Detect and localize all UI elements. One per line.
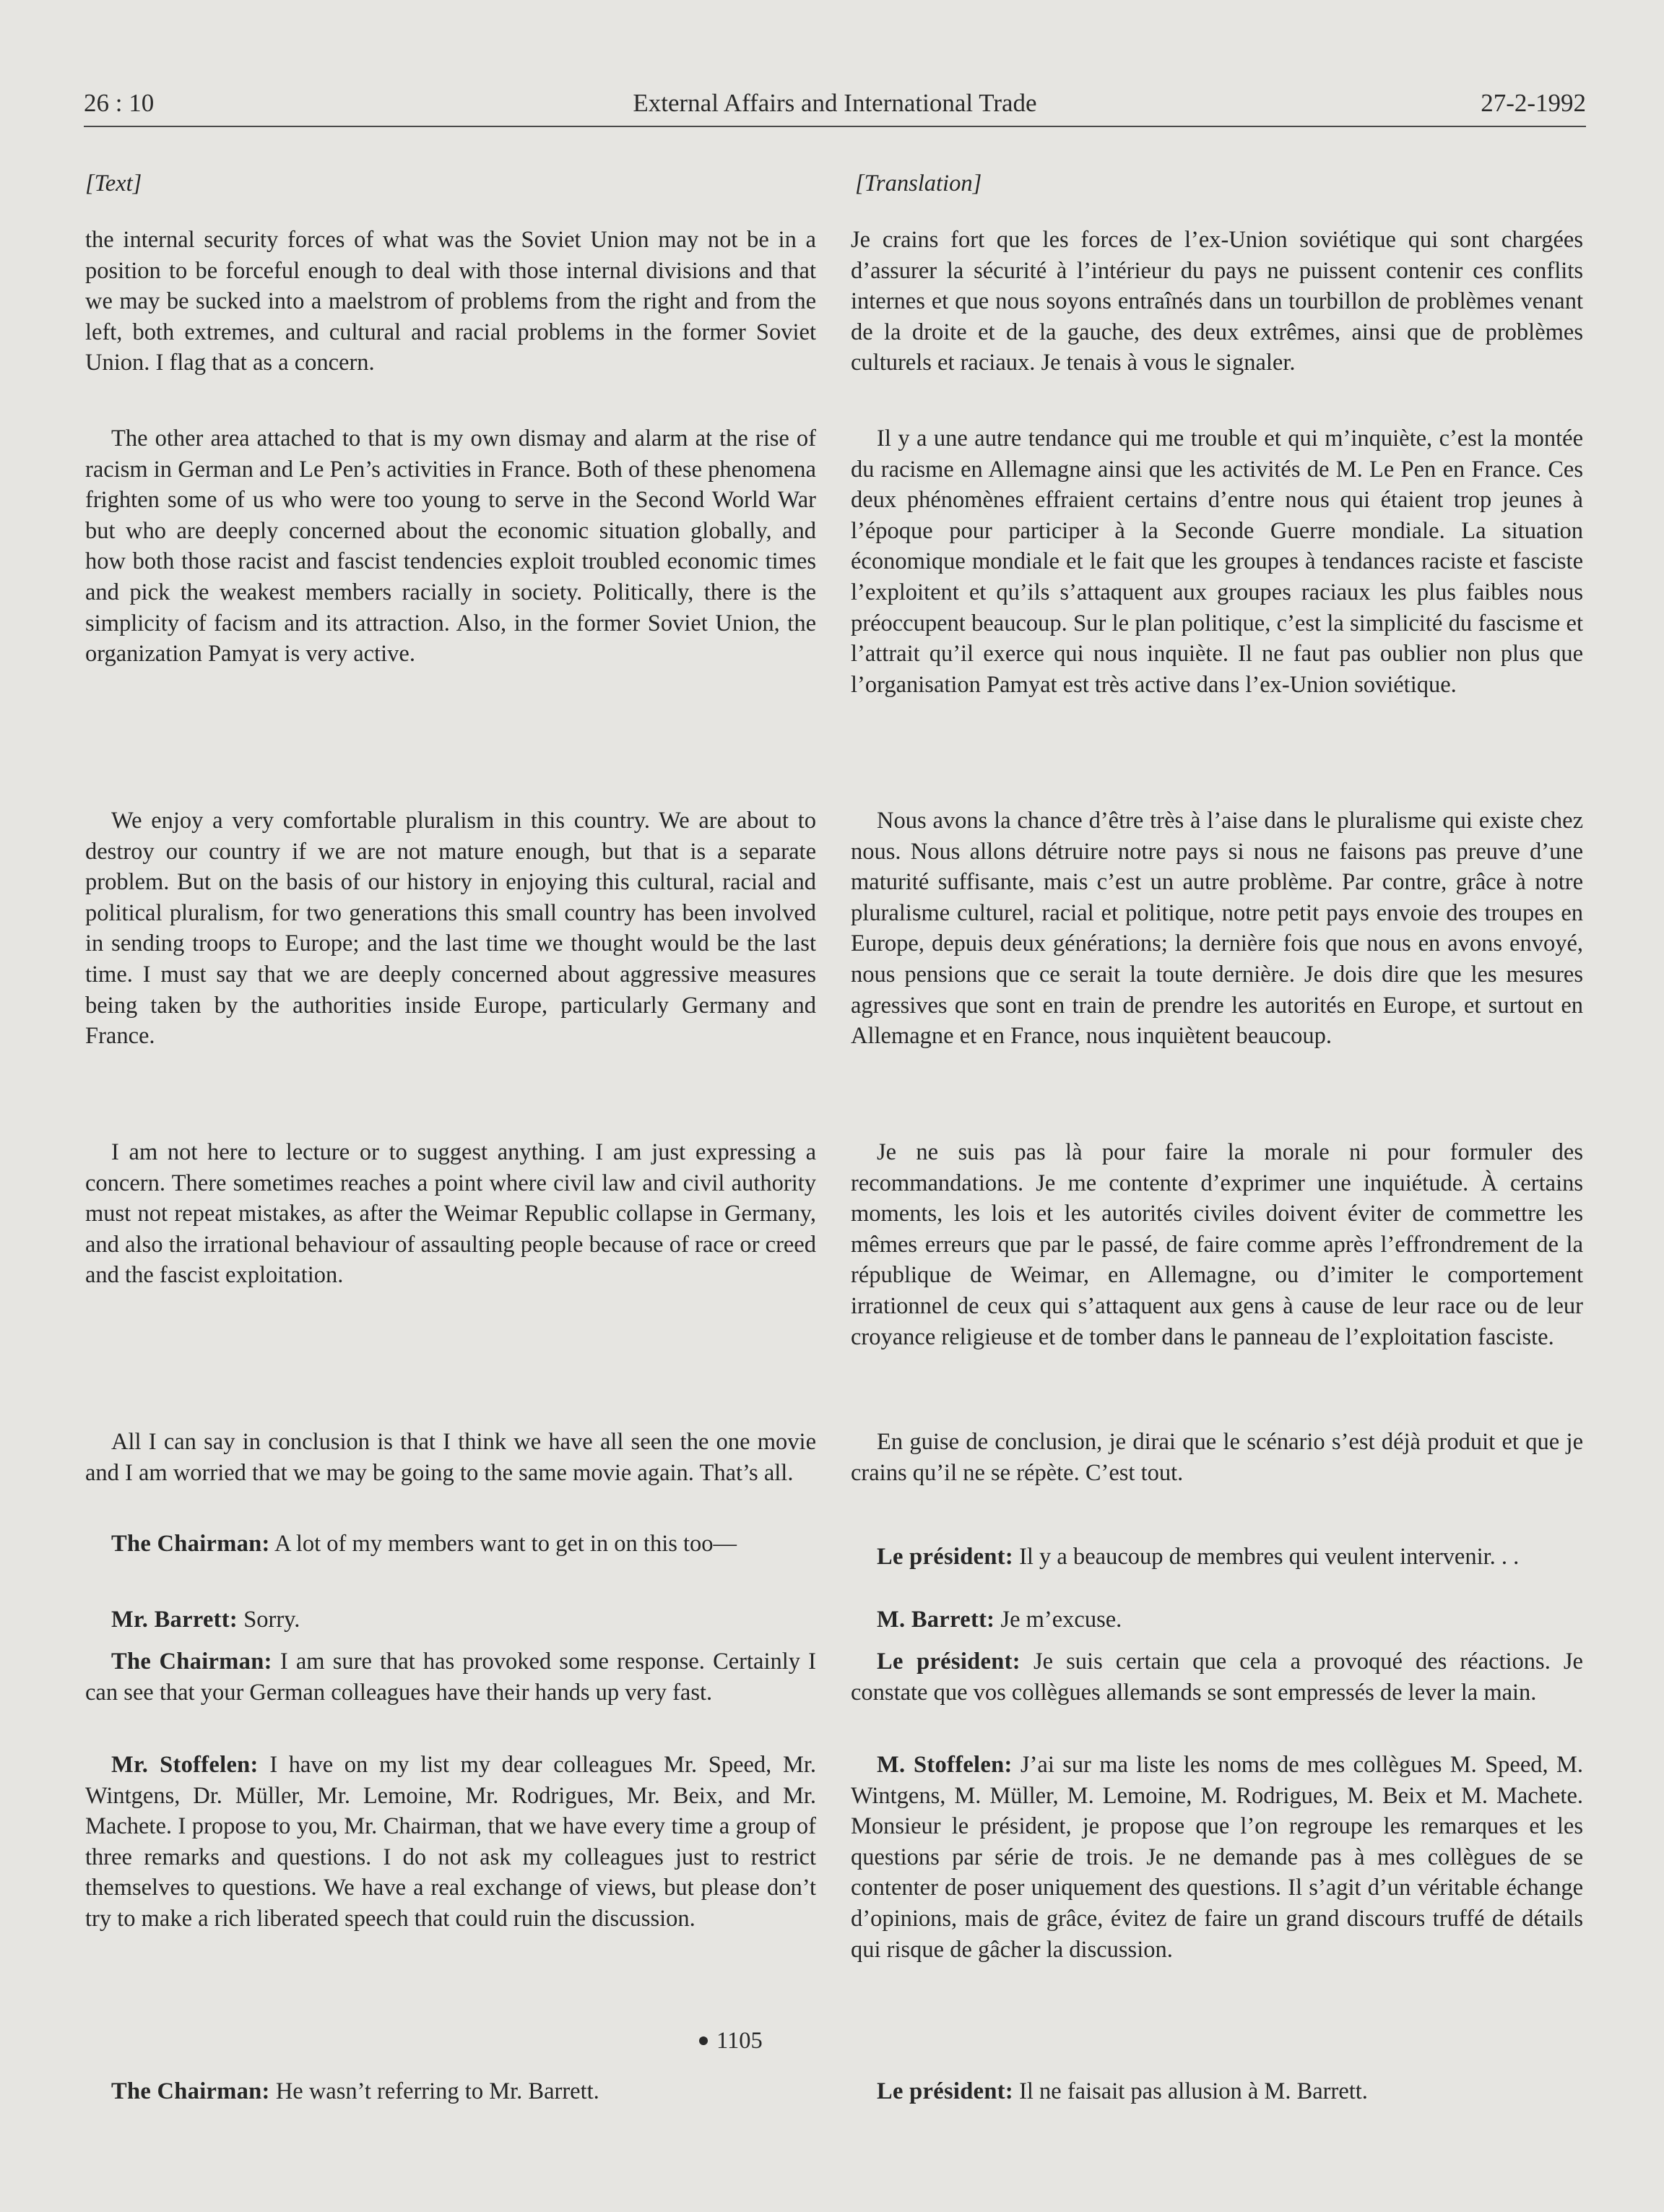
paragraph: Je crains fort que les forces de l’ex-Union soviétique qui sont chargées d’assurer la sécurité à l’intérieur du pays ne puissent contenir ces conflits internes et que nous soyons entraînés dans un tourbillon de problèmes venant de la droite et de la gauche, des deux extrêmes, ainsi que de problèmes culturels et raciaux. Je tenais à vous le signaler. <box>851 227 1583 376</box>
paragraph: The Chairman: A lot of my members want to get in on this too— <box>111 1531 737 1557</box>
paragraph: Je ne suis pas là pour faire la morale ni pour formuler des recommandations. Je me contente d’exprimer une inquiétude. À certains moments, les lois et les autorités civiles doivent éviter de commettre les mêmes erreurs que par le passé, de faire comme après l’effrondrement de la république de Weimar, en Allemagne, ou d’imiter le comportement irrationnel de ceux qui s’attaquent aux gens à cause de leur race ou de leur croyance religieuse et de tomber dans le panneau de l’exploitation fasciste. <box>851 1139 1583 1350</box>
paragraph: Le président: Il ne faisait pas allusion à M. Barrett. <box>877 2078 1368 2104</box>
bullet-icon <box>699 2036 708 2045</box>
paragraph: En guise de conclusion, je dirai que le scénario s’est déjà produit et que je crains qu’il ne se répète. C’est tout. <box>851 1429 1583 1486</box>
column-label-text: [Text] <box>85 170 142 196</box>
speaker-name: M. Barrett: <box>877 1607 995 1633</box>
paragraph: Le président: Je suis certain que cela a provoqué des réactions. Je constate que vos collègues allemands se sont empressés de lever la main. <box>851 1649 1583 1706</box>
paragraph: Nous avons la chance d’être très à l’aise dans le pluralisme qui existe chez nous. Nous allons détruire notre pays si nous ne faisons pas preuve d’une maturité suffisante, mais c’est un autre problème. Par contre, grâce à notre pluralisme culturel, racial et politique, notre petit pays envoie des troupes en Europe, depuis deux générations; la dernière fois que nous en avons envoyé, nous pensions que ce serait la toute dernière. Je dois dire que les mesures agressives que sont en train de prendre les autorités en Europe, et surtout en Allemagne et en France, nous inquiètent beaucoup. <box>851 808 1583 1050</box>
speaker-name: Le président: <box>877 1649 1020 1675</box>
speaker-name: The Chairman: <box>111 2078 270 2104</box>
speaker-name: Mr. Barrett: <box>111 1607 238 1633</box>
paragraph: the internal security forces of what was the Soviet Union may not be in a position to be forceful enough to deal with those internal divisions and that we may be sucked into a maelstrom of problems from the right and from the left, both extremes, and cultural and racial problems in the former Soviet Union. I flag that as a concern. <box>85 227 816 376</box>
page-number-marker: 1105 <box>699 2026 763 2057</box>
speaker-name: Mr. Stoffelen: <box>111 1752 259 1778</box>
paragraph: The Chairman: He wasn’t referring to Mr. Barrett. <box>111 2078 599 2104</box>
paragraph: I am not here to lecture or to suggest anything. I am just expressing a concern. There sometimes reaches a point where civil law and civil authority must not repeat mistakes, as after the Weimar Republic collapse in Germany, and also the irrational behaviour of assaulting people because of race or creed and the fascist exploitation. <box>85 1139 816 1289</box>
column-label-translation: [Translation] <box>855 170 982 196</box>
paragraph: M. Barrett: Je m’excuse. <box>877 1607 1122 1633</box>
speaker-name: M. Stoffelen: <box>877 1752 1013 1778</box>
speaker-name: Le président: <box>877 1544 1013 1570</box>
paragraph: M. Stoffelen: J’ai sur ma liste les noms de mes collègues M. Speed, M. Wintgens, M. Müller, M. Lemoine, M. Rodrigues, M. Beix et M. Machete. Monsieur le président, je propose que l’on regroupe les remarques et les questions par série de trois. Je ne demande pas à mes collègues de se contenter de poser uniquement des questions. Il s’agit d’un véritable échange d’opinions, mais de grâce, évitez de faire un grand discours truffé de détails qui risque de gâcher la discussion. <box>851 1752 1583 1963</box>
speaker-name: Le président: <box>877 2078 1013 2104</box>
paragraph: Le président: Il y a beaucoup de membres qui veulent intervenir. . . <box>877 1544 1520 1570</box>
speaker-name: The Chairman: <box>111 1649 272 1675</box>
speaker-name: The Chairman: <box>111 1531 270 1557</box>
page-reference: 26 : 10 <box>84 89 155 117</box>
header-date: 27-2-1992 <box>1481 89 1586 117</box>
paragraph: All I can say in conclusion is that I think we have all seen the one movie and I am worried that we may be going to the same movie again. That’s all. <box>85 1429 816 1486</box>
paragraph: The Chairman: I am sure that has provoked some response. Certainly I can see that your German colleagues have their hands up very fast. <box>85 1649 816 1706</box>
header-title: External Affairs and International Trade <box>633 89 1037 117</box>
paragraph: Mr. Barrett: Sorry. <box>111 1607 300 1633</box>
paragraph: The other area attached to that is my own dismay and alarm at the rise of racism in German and Le Pen’s activities in France. Both of these phenomena frighten some of us who were too young to serve in the Second World War but who are deeply concerned about the economic situation globally, and how both those racist and fascist tendencies exploit troubled economic times and pick the weakest members racially in society. Politically, there is the simplicity of facism and its attraction. Also, in the former Soviet Union, the organization Pamyat is very active. <box>85 425 816 668</box>
paragraph: We enjoy a very comfortable pluralism in this country. We are about to destroy our country if we are not mature enough, but that is a separate problem. But on the basis of our history in enjoying this cultural, racial and political pluralism, for two generations this small country has been involved in sending troops to Europe; and the last time we thought would be the last time. I must say that we are deeply concerned about aggressive measures being taken by the authorities inside Europe, particularly Germany and France. <box>85 808 816 1050</box>
paragraph: Mr. Stoffelen: I have on my list my dear colleagues Mr. Speed, Mr. Wintgens, Dr. Müller, Mr. Lemoine, Mr. Rodrigues, Mr. Beix, and Mr. Machete. I propose to you, Mr. Chairman, that we have every time a group of three remarks and questions. I do not ask my colleagues just to restrict themselves to questions. We have a real exchange of views, but please don’t try to make a rich liberated speech that could ruin the discussion. <box>85 1752 817 1932</box>
running-header <box>84 85 1586 127</box>
paragraph: Il y a une autre tendance qui me trouble et qui m’inquiète, c’est la montée du racisme en Allemagne ainsi que les activités de M. Le Pen en France. Ces deux phénomènes effraient certains d’entre nous qui étaient trop jeunes à l’époque pour participer à la Seconde Guerre mondiale. La situation économique mondiale et le fait que les groupes à tendances raciste et fasciste l’exploitent et qu’ils s’attaquent aux groupes raciaux les plus faibles nous préoccupent beaucoup. Sur le plan politique, c’est la simplicité du fascisme et l’attrait qu’il exerce qui nous inquiète. Il ne faut pas oublier non plus que l’organisation Pamyat est très active dans l’ex-Union soviétique. <box>851 425 1583 698</box>
